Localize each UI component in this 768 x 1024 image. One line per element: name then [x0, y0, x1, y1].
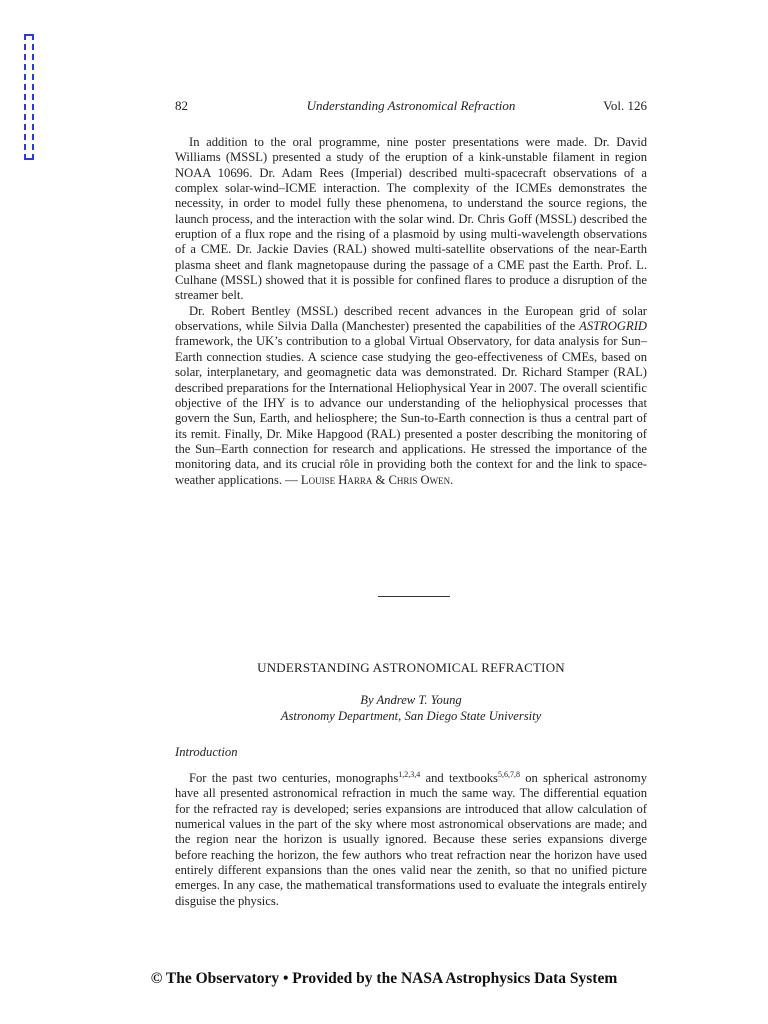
- meeting-report-text: [175, 135, 647, 488]
- volume-number: Vol. 126: [603, 98, 647, 113]
- paragraph-astrogrid-text-b: framework, the UK’s contribution to a global Virtual Observatory, for data analysis for Sun–Earth connection studies. A science case studying the geo-effectiveness of CMEs, based on solar, interplanetary, and geomagnetic data was demonstrated. Dr. Richard Stamper (RAL) described preparations for the International Heliophysical Year in 2007. The overall scientific objective of the IHY is to advance our understanding of the heliophysical processes that govern the Sun, Earth, and heliosphere; the Sun-to-Earth connection is thus a central part of its remit. Finally, Dr. Mike Hapgood (RAL) presented a poster describing the monitoring of the Sun–Earth connection for research and applications. He stressed the importance of the monitoring data, and its crucial rôle in providing both the context for and the link to space-weather applications. —: [175, 334, 647, 487]
- section-heading: Introduction: [175, 745, 238, 759]
- intro-text-b: and textbooks: [420, 771, 498, 785]
- astrogrid-name: ASTROGRID: [579, 319, 647, 334]
- page-number: 82: [175, 98, 188, 113]
- paragraph-astrogrid-text-a: Dr. Robert Bentley (MSSL) described recent advances in the European grid of solar observations, while Silvia Dalla (Manchester) presented the capabilities of the: [175, 303, 647, 334]
- affiliation-line: Astronomy Department, San Diego State University: [280, 709, 542, 723]
- paragraph-introduction: [175, 771, 647, 909]
- section-divider: [378, 596, 450, 597]
- author-line: By Andrew T. Young: [360, 693, 462, 707]
- footer-credit: © The Observatory • Provided by the NASA Astrophysics Data System: [150, 970, 618, 987]
- author-signature: Louise Harra & Chris Owen: [300, 472, 451, 487]
- intro-text-c: on spherical astronomy have all presented astronomical refraction in much the same way. The differential equation for the refracted ray is developed; series expansions are introduced that allow calculation of numerical values in the part of the sky where most astronomical observations are made; and the region near the horizon is usually ignored. Because these series expansions diverge before reaching the horizon, the few authors who treat refraction near the horizon have used entirely different expansions than the ones valid near the zenith, so that no unified picture emerges. In any case, the mathematical transformations used to evaluate the integrals entirely disguise the physics.: [175, 771, 647, 908]
- selection-marker: [24, 34, 34, 160]
- intro-text-a: For the past two centuries, monographs: [189, 771, 399, 785]
- introduction-text: [175, 771, 647, 909]
- paragraph-astrogrid: [175, 304, 647, 488]
- article-title: UNDERSTANDING ASTRONOMICAL REFRACTION: [257, 660, 565, 675]
- running-title: Understanding Astronomical Refraction: [306, 98, 516, 113]
- byline-block: [175, 692, 647, 724]
- citation-monographs: 1,2,3,4: [398, 770, 421, 779]
- citation-textbooks: 5,6,7,8: [497, 770, 520, 779]
- paragraph-posters: In addition to the oral programme, nine poster presentations were made. Dr. David Williams (MSSL) presented a study of the eruption of a kink-unstable filament in region NOAA 10696. Dr. Adam Rees (Imperial) described multi-spacecraft observations of a complex solar-wind–ICME interaction. The complexity of the ICMEs demonstrates the necessity, in order to model fully these phenomena, to understand the source regions, the launch process, and the interaction with the solar wind. Dr. Chris Goff (MSSL) described the eruption of a flux rope and the rising of a plasmoid by using multi-wavelength observations of a CME. Dr. Jackie Davies (RAL) showed multi-satellite observations of the near-Earth plasma sheet and flank magnetopause during the passage of a CME past the Earth. Prof. L. Culhane (MSSL) showed that it is possible for confined flares to produce a disruption of the streamer belt.: [175, 135, 647, 303]
- signature-period: .: [450, 472, 454, 487]
